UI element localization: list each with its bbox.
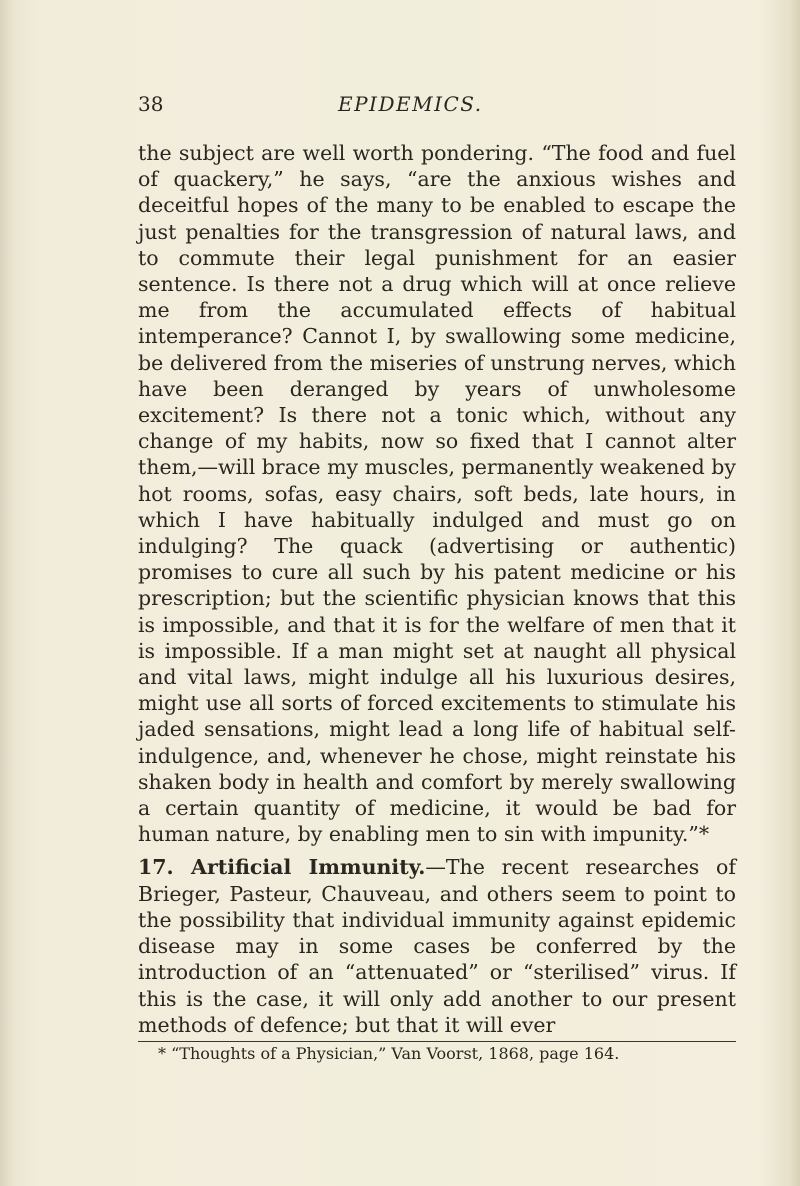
body-text — [138, 140, 736, 1038]
section-paragraph — [138, 854, 736, 1037]
page-number: 38 — [138, 92, 164, 116]
paragraph: the subject are well worth pondering. “The food and fuel of quackery,” he says, “are the anxious wishes and deceitful hopes of the many to be enabled to escape the just penalties for the transgression of natural laws, and to commute their legal punishment for an easier sentence. Is there not a drug which will at once relieve me from the accumulated effects of habitual intemperance? Cannot I, by swallowing some medicine, be delivered from the miseries of unstrung nerves, which have been deranged by years of unwholesome excitement? Is there not a tonic which, without any change of my habits, now so fixed that I cannot alter them,—will brace my muscles, permanently weakened by hot rooms, sofas, easy chairs, soft beds, late hours, in which I have habitually indulged and must go on indulging? The quack (advertising or authentic) promises to cure all such by his patent medicine or his prescription; but the scientific physician knows that this is impossible, and that it is for the welfare of men that it is impossible. If a man might set at naught all physical and vital laws, might indulge all his luxurious desires, might use all sorts of forced excitements to stimulate his jaded sensations, might lead a long life of habitual self-indulgence, and, whenever he chose, might reinstate his shaken body in health and comfort by merely swallowing a certain quantity of medicine, it would be bad for human nature, by enabling men to sin with impunity.”* — [138, 141, 736, 847]
page-header — [138, 92, 738, 120]
footnote: * “Thoughts of a Physician,” Van Voorst, 1868, page 164. — [158, 1044, 620, 1063]
section-heading: 17. Artificial Immunity. — [138, 855, 426, 880]
footnote-divider — [138, 1041, 736, 1042]
section-text: —The recent researches of Brieger, Pasteur, Chauveau, and others seem to point to the possibility that individual immunity against epidemic disease may in some cases be conferred by the introduction of an “attenuated” or “sterilised” virus. If this is the case, it will only add another to our present methods of defence; but that it will ever — [138, 855, 736, 1037]
running-title: EPIDEMICS. — [338, 92, 483, 116]
